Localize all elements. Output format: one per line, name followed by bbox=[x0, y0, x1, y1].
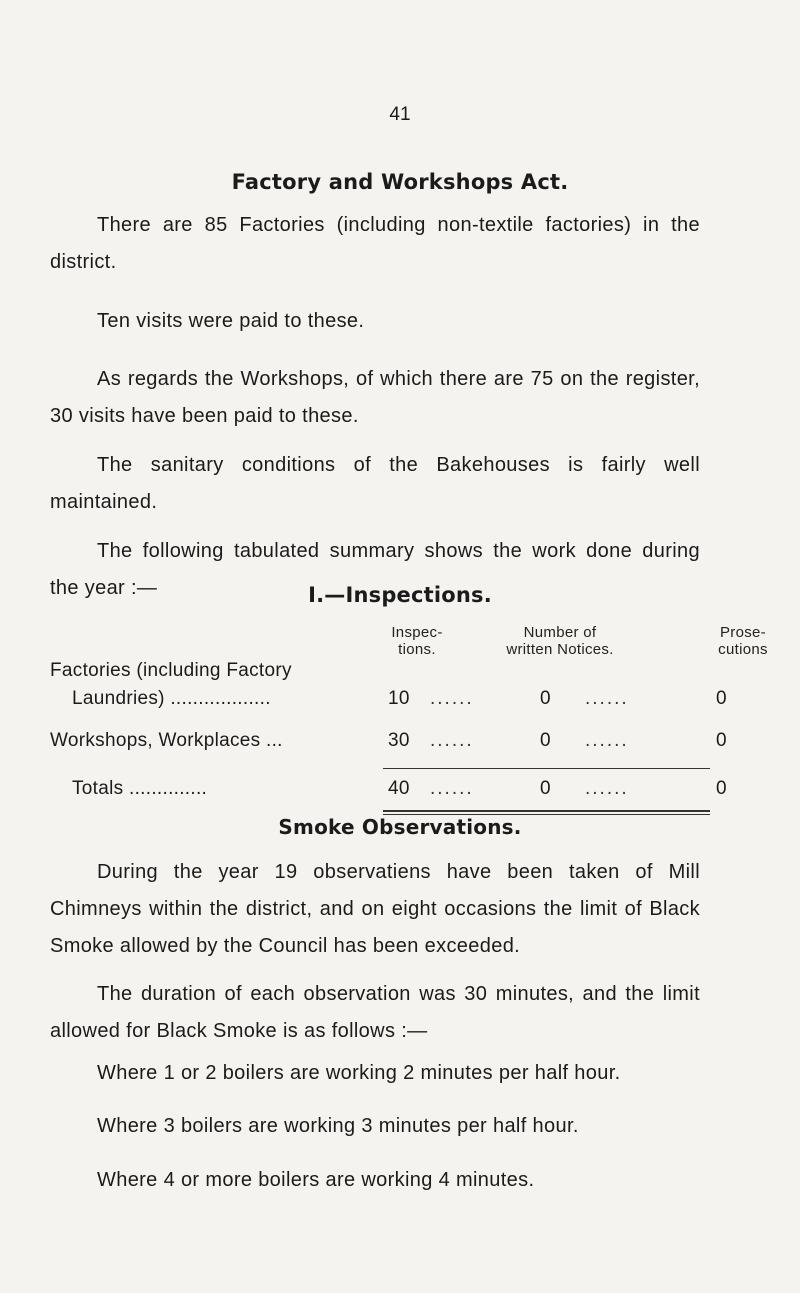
paragraph-observations: During the year 19 observatiens have been taken of Mill Chimneys within the district, and on eight occasions the limit of Black Smoke allowed by the Council has been exceeded. bbox=[50, 861, 700, 957]
section-title-factory-act: Factory and Workshops Act. bbox=[231, 170, 569, 194]
paragraph-workshops: As regards the Workshops, of which there are 75 on the register, 30 visits have been paid to these. bbox=[50, 368, 700, 427]
cell-prosecutions: 0 bbox=[716, 730, 727, 751]
leader-dots: ...... bbox=[585, 730, 629, 751]
totals-divider bbox=[383, 768, 710, 769]
paragraph-summary-intro: The following tabulated summary shows the work done during the year :— bbox=[50, 540, 700, 599]
row-label: Laundries) .................. bbox=[72, 688, 271, 709]
paragraph-visits: Ten visits were paid to these. bbox=[97, 310, 365, 332]
paragraph-duration: The duration of each observation was 30 minutes, and the limit allowed for Black Smoke is as follows :— bbox=[50, 983, 700, 1042]
paragraph-bakehouses: The sanitary conditions of the Bakehouses is fairly well maintained. bbox=[50, 454, 700, 513]
column-header-inspections: Inspec- tions. bbox=[391, 624, 443, 658]
leader-dots: ...... bbox=[430, 778, 474, 799]
paragraph-factories: There are 85 Factories (including non-textile factories) in the district. bbox=[50, 214, 700, 273]
column-header-prosecutions: Prose- cutions bbox=[718, 624, 768, 658]
cell-total-prosecutions: 0 bbox=[716, 778, 727, 799]
leader-dots: ...... bbox=[430, 730, 474, 751]
leader-dots: ...... bbox=[585, 688, 629, 709]
cell-total-notices: 0 bbox=[540, 778, 551, 799]
cell-prosecutions: 0 bbox=[716, 688, 727, 709]
page-number: 41 bbox=[389, 104, 411, 125]
limit-line-3-boilers: Where 3 boilers are working 3 minutes per half hour. bbox=[97, 1115, 579, 1137]
cell-notices: 0 bbox=[540, 688, 551, 709]
section-title-smoke: Smoke Observations. bbox=[278, 815, 522, 839]
limit-line-4-boilers: Where 4 or more boilers are working 4 minutes. bbox=[97, 1169, 535, 1191]
leader-dots: ...... bbox=[585, 778, 629, 799]
cell-inspections: 10 bbox=[388, 688, 410, 709]
limit-line-1-2-boilers: Where 1 or 2 boilers are working 2 minutes per half hour. bbox=[97, 1062, 621, 1084]
table-title-inspections: I.—Inspections. bbox=[308, 583, 492, 607]
totals-label: Totals .............. bbox=[72, 778, 208, 799]
cell-total-inspections: 40 bbox=[388, 778, 410, 799]
cell-inspections: 30 bbox=[388, 730, 410, 751]
leader-dots: ...... bbox=[430, 688, 474, 709]
row-label-line1: Factories (including Factory bbox=[50, 660, 292, 681]
cell-notices: 0 bbox=[540, 730, 551, 751]
row-label: Workshops, Workplaces ... bbox=[50, 730, 283, 751]
column-header-notices: Number of written Notices. bbox=[506, 624, 614, 658]
